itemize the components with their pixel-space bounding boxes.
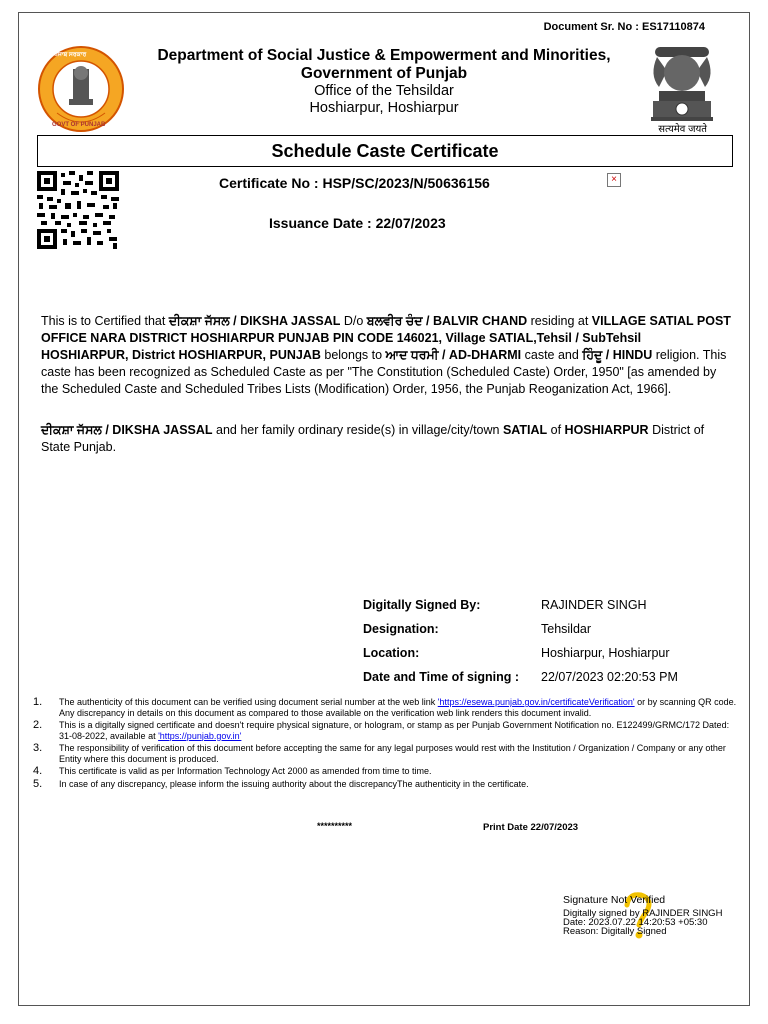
location-label: Location: — [363, 646, 420, 660]
office-location: Hoshiarpur, Hoshiarpur — [309, 100, 459, 116]
note-text: The responsibility of verification of this document before accepting the same for any legal purposes would rest with the Institution / Organization / Company or any other Entity where this document is produced. — [59, 743, 726, 764]
certificate-title: Schedule Caste Certificate — [37, 135, 733, 167]
text-segment: District of State Punjab. — [41, 423, 705, 454]
issuance-date: Issuance Date : 22/07/2023 — [269, 215, 446, 231]
text-segment: caste and — [521, 348, 583, 362]
note-number: 4. — [33, 765, 43, 777]
text-segment: belongs to — [320, 348, 386, 362]
text-segment: The authenticity of this document can be verified using document serial number at the web link — [59, 697, 438, 707]
issuing-authority-header — [139, 47, 629, 117]
signing-datetime-row — [363, 665, 678, 689]
father-name: ਬਲਵੀਰ ਚੰਦ / BALVIR CHAND — [366, 314, 528, 328]
text-segment: D/o — [340, 314, 367, 328]
signing-datetime-value: 22/07/2023 02:20:53 PM — [541, 670, 678, 684]
note-text: This certificate is valid as per Information Technology Act 2000 as amended from time to time. — [59, 766, 432, 776]
note-number: 2. — [33, 719, 43, 731]
punjab-gov-link[interactable]: 'https://punjab.gov.in' — [158, 730, 242, 741]
note-number: 3. — [33, 742, 43, 754]
text-segment: of — [547, 423, 565, 437]
designation-value: Tehsildar — [541, 622, 592, 636]
applicant-address: VILLAGE SATIAL POST OFFICE NARA DISTRICT HOSHIARPUR PUNJAB PIN CODE 146021, Village SATIAL,Tehsil / SubTehsil HOSHIARPUR, District HOSHIARPUR, PUNJAB — [41, 314, 731, 362]
text-segment: residing at — [527, 314, 592, 328]
print-date: Print Date 22/07/2023 — [483, 822, 579, 833]
text-segment: and her family ordinary reside(s) in village/city/town — [212, 423, 503, 437]
certification-paragraph — [41, 313, 731, 398]
applicant-name: ਦੀਕਸ਼ਾ ਜੱਸਲ / DIKSHA JASSAL — [41, 423, 213, 437]
list-item — [33, 720, 739, 741]
notes-list — [33, 697, 739, 791]
note-number: 5. — [33, 777, 43, 790]
list-item — [33, 779, 739, 790]
qr-code-icon — [37, 171, 119, 249]
signature-date: Date: 2023.07.22 14:20:53 +05:30 — [563, 917, 708, 928]
signed-by-label: Digitally Signed By: — [363, 598, 481, 612]
certificate-page — [18, 12, 750, 1006]
note-text — [59, 720, 739, 741]
note-text: In case of any discrepancy, please inform the issuing authority about the discrepancyThe authenticity in the certificate. — [59, 778, 529, 789]
department-name: Department of Social Justice & Empowerment and Minorities, — [157, 47, 611, 64]
location-row — [363, 641, 678, 665]
text-segment: or by scanning QR code. Any discrepancy in details on this document as compared to those available on the verification web link renders this document invalid. — [59, 697, 737, 718]
note-number: 1. — [33, 696, 43, 708]
designation-label: Designation: — [363, 622, 439, 636]
village-name: SATIAL — [502, 423, 548, 437]
signing-details — [363, 593, 678, 689]
text-segment: religion. This caste has been recognized as Scheduled Caste as per "The Constitution (Scheduled Caste) Order, 1950" [as amended by the Scheduled Caste and Scheduled Tribes Lists (Modification) Order, 1956, the Punjab Reoganization Act, 1966]. — [41, 348, 727, 396]
broken-image-icon: × — [607, 173, 621, 187]
emblem-motto: सत्यमेव जयते — [658, 124, 707, 135]
office-name: Office of the Tehsildar — [314, 83, 454, 99]
designation-row — [363, 617, 678, 641]
seal-top-text: ਪੰਜਾਬ ਸਰਕਾਰ — [54, 52, 87, 58]
residence-paragraph — [41, 422, 731, 456]
certificate-number: Certificate No : HSP/SC/2023/N/50636156 — [219, 175, 490, 191]
government-name: Government of Punjab — [300, 65, 468, 82]
list-item — [33, 743, 739, 764]
note-text — [59, 697, 739, 718]
religion-name: ਹਿੰਦੂ / HINDU — [582, 348, 653, 362]
signature-status: Signature Not Verified — [563, 894, 666, 906]
text-segment: This is a digitally signed certificate and doesn't require physical signature, or hologram, or stamp as per Punjab Government Notification no. E122499/GRMC/172 Dated: 31-08-2022, available at — [59, 720, 730, 741]
signing-datetime-label: Date and Time of signing : — [363, 670, 520, 684]
location-value: Hoshiarpur, Hoshiarpur — [541, 646, 670, 660]
digital-signature-block — [563, 896, 722, 936]
signed-by-row — [363, 593, 678, 617]
verification-link[interactable]: 'https://esewa.punjab.gov.in/certificateVerification' — [437, 697, 635, 707]
list-item — [33, 697, 739, 718]
text-segment: This is to Certified that — [41, 314, 169, 328]
separator-stars: ********** — [317, 821, 353, 831]
seal-bottom-text: GOVT OF PUNJAB — [52, 122, 106, 128]
caste-name: ਆਦ ਧਰਮੀ / AD-DHARMI — [385, 348, 522, 362]
district-name: HOSHIARPUR — [564, 423, 649, 437]
list-item — [33, 766, 739, 777]
digitally-signed-by: Digitally signed by RAJINDER SINGH — [563, 908, 723, 919]
signed-by-value: RAJINDER SINGH — [541, 598, 647, 612]
signature-reason: Reason: Digitally Signed — [563, 926, 667, 937]
document-serial-number: Document Sr. No : ES17110874 — [543, 21, 705, 33]
applicant-name: ਦੀਕਸ਼ਾ ਜੱਸਲ / DIKSHA JASSAL — [168, 314, 341, 328]
